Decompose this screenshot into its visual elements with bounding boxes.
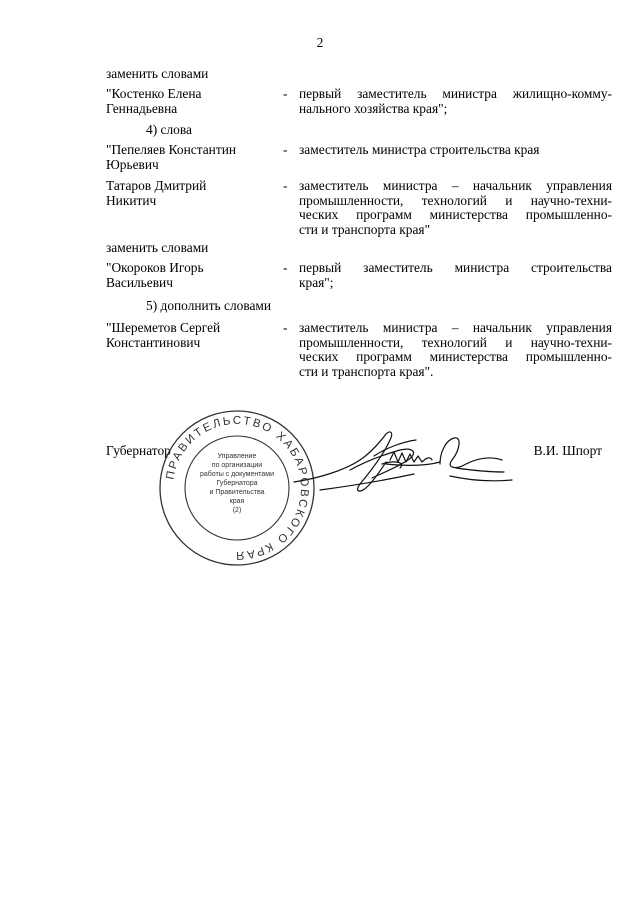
entry-post-line: промышленности, технологий и научно-техни- [299, 192, 612, 208]
entry-post-line: первый заместитель министра строительства [299, 260, 612, 275]
seal-ring-text: ПРАВИТЕЛЬСТВО ХАБАРОВСКОГО КРАЯ [164, 414, 311, 562]
entry-name-line: Никитич [106, 192, 157, 208]
entry-post [299, 143, 612, 158]
entry-post [299, 321, 612, 379]
entry-post-line: сти и транспорта края" [299, 221, 431, 237]
entry-post-line: ческих программ министерства промышленно- [299, 207, 612, 223]
entry-post-line: заместитель министра – начальник управления [299, 320, 612, 335]
entry-name-line: "Пепеляев Константин [106, 142, 237, 157]
entry-post-line: первый заместитель министра жилищно-комму- [299, 86, 612, 101]
entry-post [299, 87, 612, 116]
entry-dash: - [283, 178, 288, 193]
entry-post-line: ческих программ министерства промышленно- [299, 349, 612, 365]
entry-dash: - [283, 86, 288, 101]
svg-text:края: края [229, 498, 245, 505]
entry-name-line: Васильевич [106, 274, 173, 290]
entry-name-line: Татаров Дмитрий [106, 178, 207, 193]
entry-dash: - [283, 260, 288, 275]
entry-post-line: заместитель министра строительства края [299, 142, 540, 157]
svg-text:по организации: по организации [211, 462, 263, 469]
svg-text:Губернатора: Губернатора [216, 480, 258, 487]
entry-post-line: заместитель министра – начальник управления [299, 178, 612, 193]
entry-name-line: "Окороков Игорь [106, 260, 204, 275]
entry-post-line: нального хозяйства края"; [299, 100, 448, 116]
entry-post-line: края"; [299, 274, 334, 290]
svg-text:и Правительства: и Правительства [209, 489, 265, 496]
entry-name [106, 321, 276, 350]
entry-name [106, 261, 276, 290]
seal-inner-ring [185, 436, 289, 540]
replace-with-label-1: заменить словами [106, 66, 209, 81]
svg-text:Управление: Управление [217, 453, 257, 460]
replace-with-label-2: заменить словами [106, 240, 209, 255]
entry-name [106, 179, 276, 208]
seal-center-text [200, 453, 274, 514]
svg-text:работы с документами: работы с документами [199, 471, 275, 478]
page-number: 2 [316, 35, 324, 50]
entry-name [106, 87, 276, 116]
entry-post [299, 179, 612, 237]
entry-dash: - [283, 320, 288, 335]
entry-post [299, 261, 612, 290]
entry-post-line: сти и транспорта края". [299, 363, 434, 379]
entry-name [106, 143, 276, 172]
entry-name-line: Константинович [106, 334, 201, 350]
entry-dash: - [283, 142, 288, 157]
item-5-label: 5) дополнить словами [146, 298, 272, 313]
entry-name-line: Юрьевич [106, 156, 159, 172]
handwritten-signature [290, 420, 520, 510]
svg-text:(2): (2) [232, 507, 242, 514]
entry-post-line: промышленности, технологий и научно-техни- [299, 334, 612, 350]
entry-name-line: "Шереметов Сергей [106, 320, 221, 335]
entry-name-line: Геннадьевна [106, 100, 178, 116]
signatory-title: Губернатор [106, 443, 171, 458]
signatory-name: В.И. Шпорт [533, 443, 602, 458]
entry-name-line: "Костенко Елена [106, 86, 202, 101]
item-4-label: 4) слова [146, 122, 192, 137]
